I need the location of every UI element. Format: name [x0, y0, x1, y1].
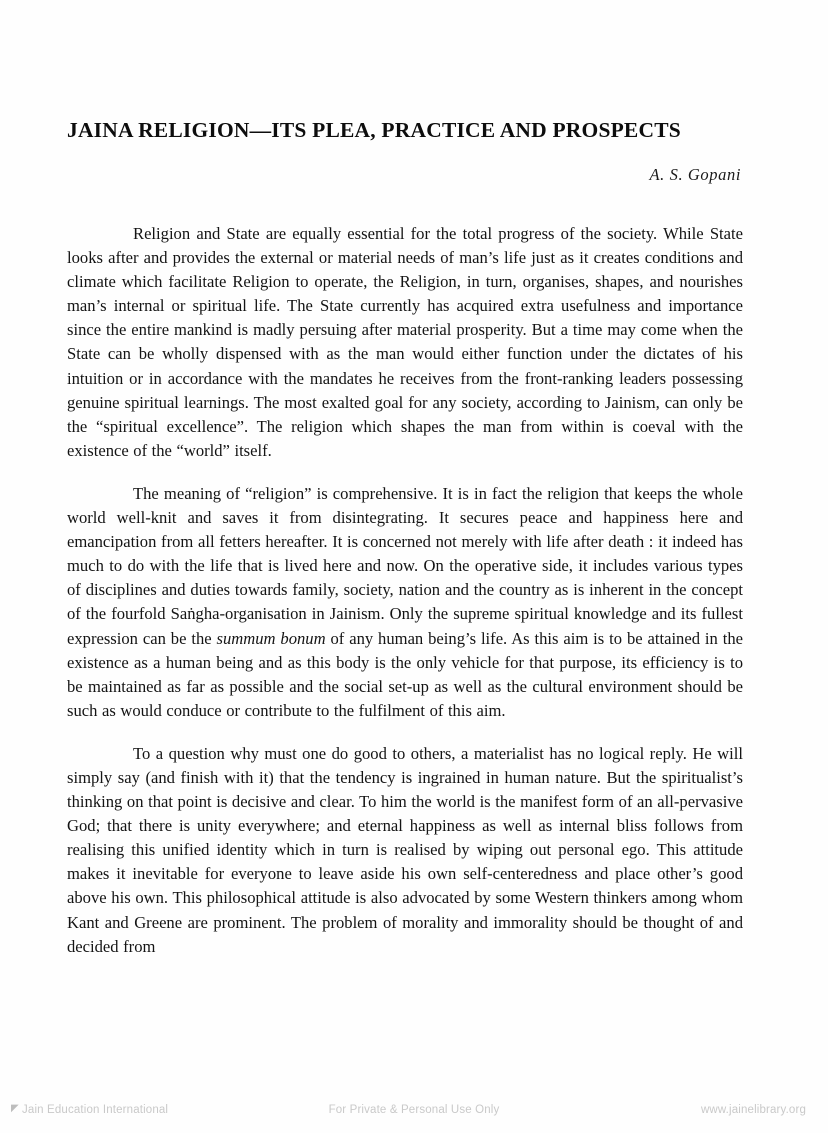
page-footer — [0, 1099, 828, 1121]
footer-website-url[interactable]: www.jainelibrary.org — [700, 1104, 806, 1116]
title-block — [67, 118, 743, 185]
paragraph-2-text-before-italic: The meaning of “religion” is comprehensive. It is in fact the religion that keeps the whole world well-knit and saves it from disintegrating. It secures peace and happiness here and emancipation from all fetters hereafter. It is concerned not merely with life after death : it indeed has much to do with the life that is lived here and now. On the operative side, it includes various types of disciplines and duties towards family, society, nation and the country as is inherent in the concept of the fourfold Saṅgha-organisation in Jainism. Only the supreme spiritual knowledge and its fullest expression can be the — [67, 483, 743, 648]
corner-mark-icon: ◤ — [11, 1103, 19, 1114]
paragraph-2 — [67, 482, 743, 723]
footer-usage-notice: For Private & Personal Use Only — [328, 1104, 500, 1116]
latin-phrase-summum-bonum: summum bonum — [216, 628, 326, 648]
paragraph-1: Religion and State are equally essential for the total progress of the society. While State looks after and provides the external or material needs of man’s life just as it creates conditions and climate which facilitate Religion to operate, the Religion, in turn, organises, shapes, and nourishes man’s internal or spiritual life. The State currently has acquired extra usefulness and importance since the entire mankind is madly persuing after material prosperity. But a time may come when the State can be wholly dispensed with as the man would either function under the dictates of his intuition or in accordance with the mandates he receives from the front-ranking leaders possessing genuine spiritual learnings. The most exalted goal for any society, according to Jainism, can only be the “spiritual excellence”. The religion which shapes the man from within is coeval with the existence of the “world” itself. — [67, 224, 743, 460]
page-title: JAINA RELIGION—ITS PLEA, PRACTICE AND PROSPECTS — [67, 118, 681, 142]
paragraph-3: To a question why must one do good to others, a materialist has no logical reply. He will simply say (and finish with it) that the tendency is ingrained in human nature. But the spiritualist’s thinking on that point is decisive and clear. To him the world is the manifest form of an all-pervasive God; that there is unity everywhere; and eternal happiness as well as internal bliss follows from realising this unified identity which in turn is realised by wiping out personal ego. This attitude makes it inevitable for everyone to leave aside his own self-centeredness and place other’s good above his own. This philosophical attitude is also advocated by some Western thinkers among whom Kant and Greene are prominent. The problem of morality and immorality should be thought of and decided from — [67, 743, 743, 956]
author-byline: A. S. Gopani — [649, 164, 741, 184]
footer-organisation: Jain Education International — [22, 1104, 169, 1116]
paragraph-2-text-after-italic: of any human being’s life. As this aim is to be attained in the existence as a human being and as this body is the only vehicle for that purpose, its efficiency is to be maintained as far as possible and the social set-up as well as the cultural environment should be such as would conduce or contribute to the fulfilment of this aim. — [67, 628, 743, 720]
article-body — [67, 222, 743, 959]
